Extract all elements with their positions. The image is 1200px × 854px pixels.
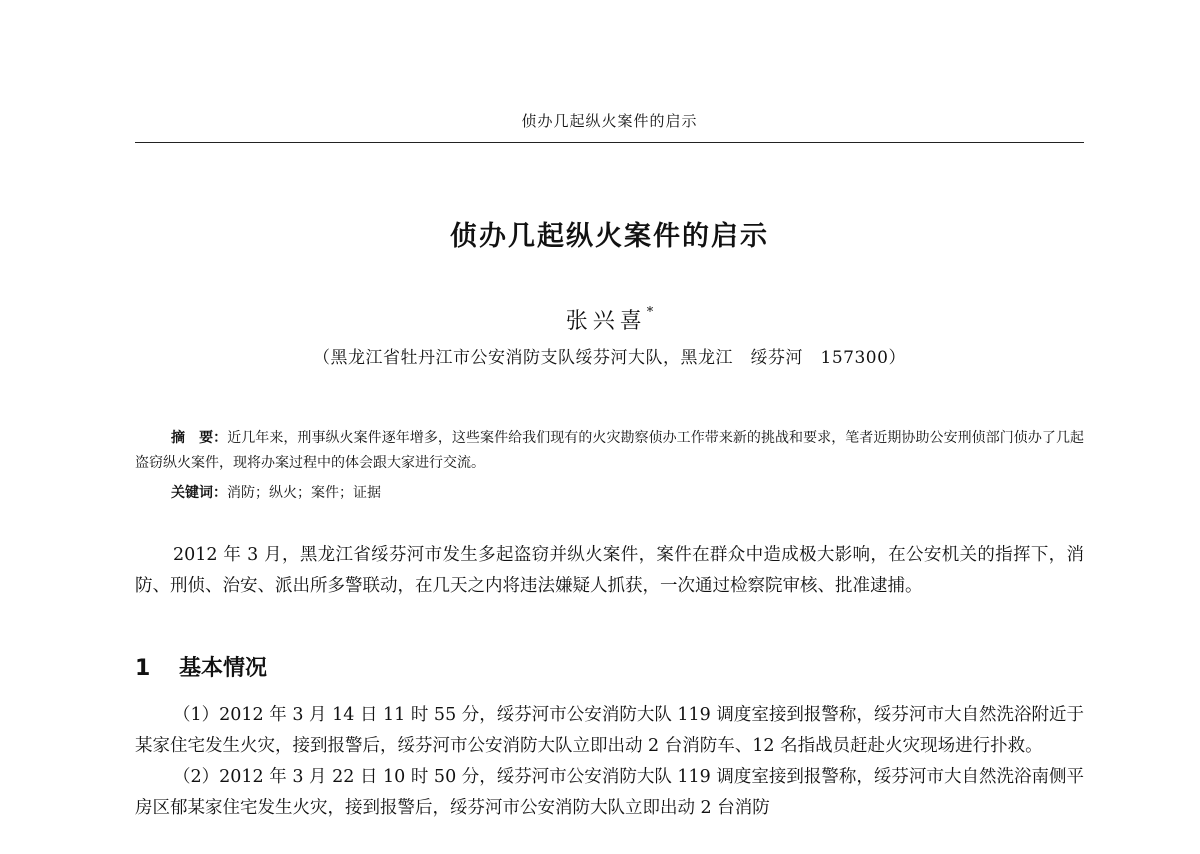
header-rule <box>135 142 1084 143</box>
author <box>135 304 1084 335</box>
section-title: 基本情况 <box>179 656 268 681</box>
article-title: 侦办几起纵火案件的启示 <box>450 221 769 252</box>
section-number: 1 <box>135 656 151 681</box>
intro-section <box>135 540 1084 602</box>
keywords-label: 关键词： <box>171 485 227 501</box>
keywords-text: 消防；纵火；案件；证据 <box>227 485 381 501</box>
case-item: （2）2012 年 3 月 22 日 10 时 50 分，绥芬河市公安消防大队 119 调度室接到报警称，绥芬河市大自然洗浴南侧平房区郁某家住宅发生火灾，接到报警后，绥芬河市公安消防大队立即出动 2 台消防 <box>135 767 1084 818</box>
running-header: 侦办几起纵火案件的启示 <box>521 112 698 130</box>
case-list <box>135 700 1084 824</box>
author-footnote-mark: * <box>646 305 654 320</box>
section-heading <box>135 651 1084 682</box>
keywords <box>171 482 1084 502</box>
abstract-text: 近几年来，刑事纵火案件逐年增多，这些案件给我们现有的火灾勘察侦办工作带来新的挑战和要求，笔者近期协助公安刑侦部门侦办了几起盗窃纵火案件，现将办案过程中的体会跟大家进行交流。 <box>135 430 1084 471</box>
case-item: （1）2012 年 3 月 14 日 11 时 55 分，绥芬河市公安消防大队 119 调度室接到报警称，绥芬河市大自然洗浴附近于某家住宅发生火灾，接到报警后，绥芬河市公安消防大队立即出动 2 台消防车、12 名指战员赶赴火灾现场进行扑救。 <box>135 705 1084 756</box>
intro-paragraph: 2012 年 3 月，黑龙江省绥芬河市发生多起盗窃并纵火案件，案件在群众中造成极大影响，在公安机关的指挥下，消防、刑侦、治安、派出所多警联动，在几天之内将违法嫌疑人抓获，一次通过检察院审核、批准逮捕。 <box>135 545 1084 596</box>
abstract <box>135 426 1084 476</box>
author-name: 张兴喜 <box>565 309 647 334</box>
author-affiliation: （黑龙江省牡丹江市公安消防支队绥芬河大队，黑龙江 绥芬河 157300） <box>313 348 906 368</box>
abstract-label: 摘 要： <box>171 430 228 446</box>
